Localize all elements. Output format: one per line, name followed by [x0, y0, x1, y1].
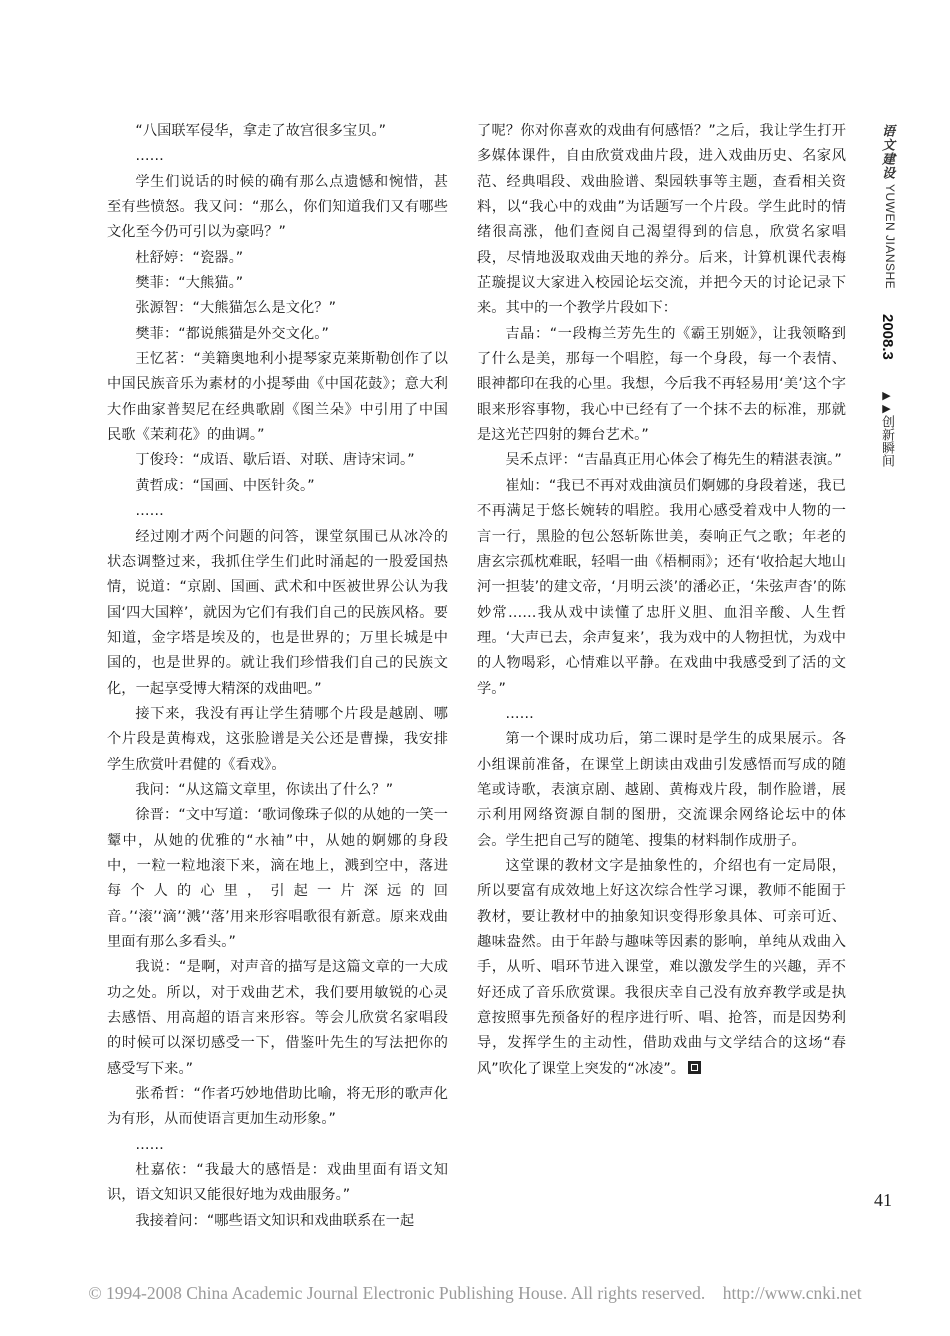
paragraph: 黄哲成：“国画、中医针灸。” — [135, 477, 315, 494]
end-mark-icon — [688, 1061, 701, 1074]
paragraph: …… — [135, 1136, 164, 1153]
double-arrow-icon: ▶▶ — [880, 389, 893, 415]
paragraph-continued: 了呢？你对你喜欢的戏曲有何感悟？”之后，我让学生打开多媒体课件，自由欣赏戏曲片段，进入戏曲历史、名家风范、经典唱段、戏曲脸谱、梨园轶事等主题，查看相关资料，以“我心中的戏曲”为话题写一个片段。学生此时的情绪很高涨，他们查阅自己渴望得到的信息，欣赏名家唱段，尽情地汲取戏曲天地的养分。后来，计算机课代表梅芷璇提议大家进入校园论坛交流，并把今天的讨论记录下来。其中的一个教学片段如下： — [477, 123, 846, 317]
paragraph: 王忆茗：“美籍奥地利小提琴家克莱斯勒创作了以中国民族音乐为素材的小提琴曲《中国花鼓》；意大利大作曲家普契尼在经典歌剧《图兰朵》中引用了中国民歌《茉莉花》的曲调。” — [107, 351, 448, 444]
paragraph: 崔灿：“我已不再对戏曲演员们婀娜的身段着迷，我已不再满足于悠长婉转的唱腔。我用心感受着戏中人物的一言一行，黑脸的包公怒斩陈世美，奏响正气之歌；年老的唐玄宗孤枕难眠，轻唱一曲《梧桐雨》；还有‘收拾起大地山河一担装’的建文帝，‘月明云淡’的潘必正，‘朱弦声杳’的陈妙常……我从戏中读懂了忠肝义胆、血泪辛酸、人生哲理。‘大声已去，余声复来’，我为戏中的人物担忧，为戏中的人物喝彩，心情难以平静。在戏曲中我感受到了活的文学。” — [477, 477, 846, 697]
paragraph: 经过刚才两个问题的问答，课堂氛围已从冰冷的状态调整过来，我抓住学生们此时涌起的一股爱国热情，说道：“京剧、国画、武术和中医被世界公认为我国‘四大国粹’，就因为它们有我们自己的民族风格。要知道，金字塔是埃及的，也是世界的；万里长城是中国的，也是世界的。就让我们珍惜我们自己的民族文化，一起享受博大精深的戏曲吧。” — [107, 528, 448, 697]
paragraph: 我问：“从这篇文章里，你读出了什么？” — [135, 781, 394, 798]
paragraph: …… — [505, 705, 534, 722]
paragraph: 徐晋：“文中写道：‘歌词像珠子似的从她的一笑一颦中，从她的优雅的“水袖”中，从她的婀娜的身段中，一粒一粒地滚下来，滴在地上，溅到空中，落进每个人的心里，引起一片深远的回音。’‘滚’‘滴’‘溅’‘落’用来形容唱歌很有新意。原来戏曲里面有那么多看头。” — [107, 807, 448, 950]
paragraph: 接下来，我没有再让学生猜哪个片段是越剧、哪个片段是黄梅戏，这张脸谱是关公还是曹操，我安排学生欣赏叶君健的《看戏》。 — [107, 705, 448, 773]
paragraph: 我接着问：“哪些语文知识和戏曲联系在一起 — [135, 1212, 415, 1229]
journal-name-en: YUWEN JIANSHE — [883, 184, 897, 290]
paragraph: 我说：“是啊，对声音的描写是这篇文章的一大成功之处。所以，对于戏曲艺术，我们要用敏锐的心灵去感悟、用高超的语言来形容。等会儿欣赏名家唱段的时候可以深切感受一下，借鉴叶先生的写法把你的感受写下来。” — [107, 959, 448, 1077]
final-text: 这堂课的教材文字是抽象性的，介绍也有一定局限，所以要富有成效地上好这次综合性学习课，教师不能囿于教材，要让教材中的抽象知识变得形象具体、可亲可近、趣味盎然。由于年龄与趣味等因素的影响，单纯从戏曲入手，从听、唱环节进入课堂，难以激发学生的兴趣，弄不好还成了音乐欣赏课。我很庆幸自己没有放弃教学或是执意按照事先预备好的程序进行听、唱、抢答，而是因势利导，发挥学生的主动性，借助戏曲与文学结合的这场“春风”吹化了课堂上突发的“冰凌”。 — [477, 857, 846, 1077]
section-label — [874, 389, 896, 467]
paragraph: “八国联军侵华，拿走了故宫很多宝贝。” — [135, 123, 387, 139]
paragraph: 樊菲：“都说熊猫是外交文化。” — [135, 325, 329, 342]
paragraph: 第一个课时成功后，第二课时是学生的成果展示。各小组课前准备，在课堂上朗读由戏曲引发感悟而写成的随笔或诗歌，表演京剧、越剧、黄梅戏片段，制作脸谱，展示利用网络资源自制的图册，交流课余网络论坛中的体会。学生把自己写的随笔、搜集的材料制作成册子。 — [477, 731, 846, 849]
issue-number: 2008.3 — [879, 314, 896, 360]
paragraph: 学生们说话的时候的确有那么点遗憾和惋惜，甚至有些愤怒。我又问：“那么，你们知道我们又有哪些文化至今仍可引以为豪吗？” — [107, 173, 448, 241]
paragraph: …… — [135, 148, 164, 165]
paragraph: 张希哲：“作者巧妙地借助比喻，将无形的歌声化为有形，从而使语言更加生动形象。” — [107, 1086, 448, 1128]
journal-sidebar — [864, 124, 904, 504]
paragraph: 吉晶：“一段梅兰芳先生的《霸王别姬》，让我领略到了什么是美，那每一个唱腔，每一个身段，每一个表情、眼神都印在我的心里。我想，今后我不再轻易用‘美’这个字眼来形容事物，我心中已经有了一个抹不去的标准，那就是这光芒四射的舞台艺术。” — [477, 325, 846, 444]
paragraph: 樊菲：“大熊猫。” — [135, 275, 244, 292]
paragraph: 杜嘉依：“我最大的感悟是：戏曲里面有语文知识，语文知识又能很好地为戏曲服务。” — [107, 1162, 448, 1204]
journal-logo: 语文建设 — [879, 124, 894, 180]
paragraph-final — [477, 854, 846, 1082]
article-right-column — [477, 119, 846, 1219]
paragraph: …… — [135, 503, 164, 520]
page-number: 41 — [874, 1190, 892, 1210]
paragraph: 吴禾点评：“吉晶真正用心体会了梅先生的精湛表演。” — [505, 452, 842, 469]
section-title: 创新瞬间 — [879, 415, 894, 467]
paragraph: 丁俊玲：“成语、歇后语、对联、唐诗宋词。” — [135, 452, 415, 469]
article-left-column — [107, 119, 448, 1229]
copyright-footer: © 1994-2008 China Academic Journal Electronic Publishing House. All rights reserved. http://www.cnki.net — [88, 1283, 862, 1303]
paragraph: 杜舒婷：“瓷器。” — [135, 249, 244, 266]
paragraph: 张源智：“大熊猫怎么是文化？” — [135, 300, 337, 317]
